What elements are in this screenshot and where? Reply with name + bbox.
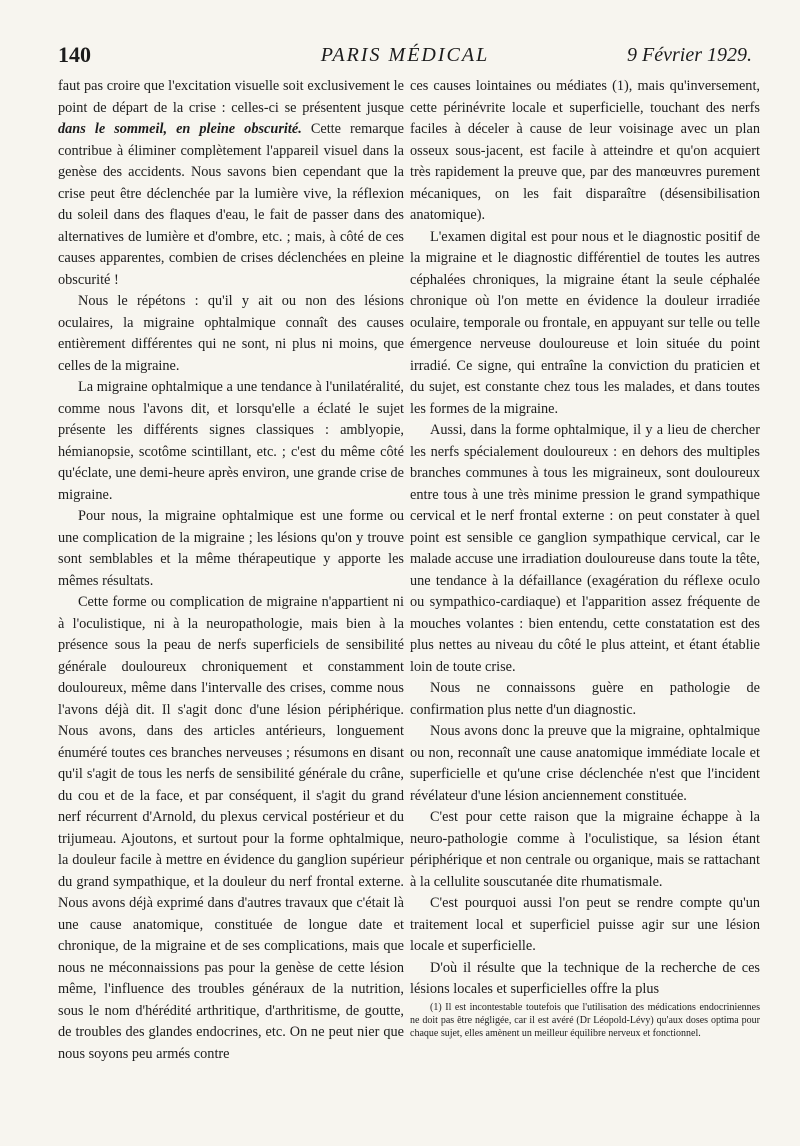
paragraph: Pour nous, la migraine ophtalmique est une forme ou une complication de la migraine ; les lésions qu'on y trouve sont semblables et la même thérapeutique y apporte les mêmes résultats. — [58, 508, 404, 589]
emphasis: dans le sommeil, en pleine obscurité. — [58, 121, 302, 137]
footnote — [410, 1001, 760, 1040]
page-header — [58, 42, 752, 72]
page-number: 140 — [58, 42, 91, 67]
paragraph: Nous avons donc la preuve que la migraine, ophtalmique ou non, reconnaît une cause anatomique immédiate locale et superficielle et qu'une crise déclenchée n'est que l'incident révélateur d'une lésion anciennement constituée. — [410, 723, 760, 804]
left-column — [58, 76, 404, 1065]
paragraph: L'examen digital est pour nous et le diagnostic positif de la migraine et le diagnostic différentiel de toutes les autres céphalées chroniques, la migraine étant la seule céphalée chronique où l'on mette en évidence la douleur irradiée oculaire, temporale ou frontale, en appuyant sur telle ou telle émergence nerveuse douloureuse et loin située du point irradié. Ce signe, qui entraîne la conviction du praticien et du sujet, est constante chez tous les malades, et dans toutes les formes de la migraine. — [410, 228, 760, 417]
journal-title: PARIS MÉDICAL — [320, 44, 490, 66]
paragraph: C'est pourquoi aussi l'on peut se rendre compte qu'un traitement local et superficiel puisse agir sur une lésion locale et superficielle. — [410, 895, 760, 954]
paragraph: Nous ne connaissons guère en pathologie de confirmation plus nette d'un diagnostic. — [410, 680, 760, 718]
paragraph: faut pas croire que l'excitation visuelle soit exclusivement le point de départ de la crise : celles-ci se présentent jusque dans le sommeil, en pleine obscurité. Cette remarque contribue à éliminer complètement l'appareil visuel dans la genèse des accidents. Nous savons bien cependant que la crise peut être déclenchée par la lumière vive, la réflexion du soleil dans des flaques d'eau, le fait de passer dans des alternatives de lumière et d'ombre, etc. ; mais, à côté de ces causes apparentes, combien de crises déclenchées en pleine obscurité ! — [58, 78, 405, 288]
paragraph: Nous le répétons : qu'il y ait ou non des lésions oculaires, la migraine ophtalmique connaît des causes entièrement différentes qui ne sont, ni plus ni moins, que celles de la migraine. — [58, 293, 404, 374]
paragraph: La migraine ophtalmique a une tendance à l'unilatéralité, comme nous l'avons dit, et lorsqu'elle a éclaté le sujet présente les différents signes classiques : amblyopie, hémianopsie, scotôme scintillant, etc. ; c'est du même côté qu'éclate, une demi-heure après environ, une grande crise de migraine. — [58, 379, 404, 503]
paragraph: Cette forme ou complication de migraine n'appartient ni à l'oculistique, ni à la neuropathologie, mais bien à la présence sous la peau de nerfs superficiels de sensibilité générale douloureux chroniquement et constamment douloureux, même dans l'intervalle des crises, comme nous l'avons déjà dit. Il s'agit donc d'une lésion périphérique. Nous avons, dans des articles antérieurs, longuement énuméré toutes ces branches nerveuses ; résumons en disant qu'il s'agit de tous les nerfs de sensibilité générale du crâne, du cou et de la face, et par conséquent, il s'agit du grand nerf récurrent d'Arnold, du plexus cervical postérieur et du trijumeau. Ajoutons, et surtout pour la forme ophtalmique, la douleur facile à mettre en évidence du ganglion supérieur du grand sympathique, et la douleur du nerf frontal externe. Nous avons déjà exprimé dans d'autres travaux que c'était là une cause anatomique, constituée de longue date et chronique, de la migraine et de ses complications, mais que nous ne méconnaissions pas pour la genèse de cette lésion même, l'influence des troubles généraux de la nutrition, sous le nom d'hérédité arthritique, d'arthritisme, de goutte, de troubles des glandes endocrines, etc. On ne peut nier que nous soyons peu armés contre — [58, 594, 404, 1062]
paragraph: C'est pour cette raison que la migraine échappe à la neuro-pathologie comme à l'oculistique, sa lésion étant périphérique et non centrale ou organique, mais se rattachant à la cellulite souscutanée dite rhumatismale. — [410, 809, 760, 890]
paragraph: ces causes lointaines ou médiates (1), mais qu'inversement, cette périnévrite locale et superficielle, touchant des nerfs faciles à déceler à cause de leur voisinage avec un plan osseux sous-jacent, est facile à atteindre et qu'on acquiert très rapidement la preuve que, par des manœuvres purement mécaniques, on les fait disparaître (désensibilisation anatomique). — [410, 78, 760, 223]
footnote-text: Il est incontestable toutefois que l'utilisation des médications endocriniennes ne doit pas être négligée, car il est avéré (Dr Léopold-Lévy) qu'aux doses optima pour chaque sujet, elles amènent un meilleur équilibre nerveux et fonctionnel. — [410, 1001, 761, 1039]
paragraph: D'où il résulte que la technique de la recherche de ces lésions locales et superficielles offre la plus — [410, 959, 760, 997]
issue-date: 9 Février 1929. — [627, 44, 752, 66]
footnote-mark: (1) — [430, 1001, 442, 1013]
right-column — [410, 76, 760, 1040]
paragraph: Aussi, dans la forme ophtalmique, il y a lieu de chercher les nerfs spécialement douloureux : en dehors des multiples branches communes à tous les migraineux, sont douloureux entre tous à une très minime pression le grand sympathique cervical et le nerf frontal externe : on peut constater à quel point est sensible ce ganglion sympathique cervical, car le malade accuse une irradiation douloureuse dans toute la tête, une tendance à la défaillance (exagération du réflexe oculo ou sympathico-cardiaque) et l'apparition assez fréquente de mouches volantes : bien entendu, cette constatation est des plus nettes au niveau du côté le plus atteint, et étant établie loin de toute crise. — [410, 422, 760, 675]
